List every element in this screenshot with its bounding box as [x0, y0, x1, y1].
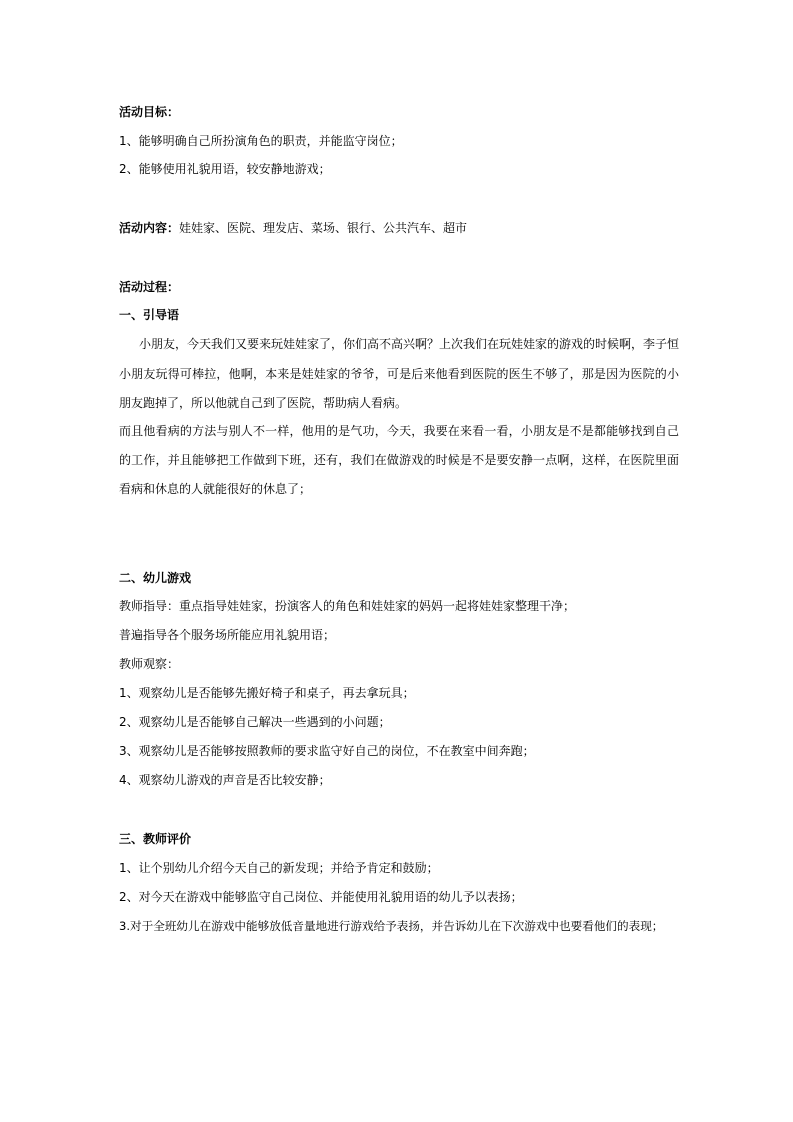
observe-heading: 教师观察： [119, 657, 180, 671]
goal-heading: 活动目标： [119, 105, 180, 119]
intro-paragraph-line: 看病和休息的人就能很好的休息了； [119, 482, 312, 496]
intro-paragraph-line: 小朋友，今天我们又要来玩娃娃家了，你们高不高兴啊？上次我们在玩娃娃家的游戏的时候啊，李子恒 [139, 337, 680, 351]
section3-heading: 三、教师评价 [119, 832, 192, 846]
eval-item-2: 2、对今天在游戏中能够监守自己岗位、并能使用礼貌用语的幼儿予以表扬； [119, 890, 523, 904]
eval-item-3: 3.对于全班幼儿在游戏中能够放低音量地进行游戏给予表扬，并告诉幼儿在下次游戏中也要看他们的表现； [119, 919, 664, 933]
observe-item-4: 4、观察幼儿游戏的声音是否比较安静； [119, 773, 331, 787]
intro-paragraph-line: 的工作，并且能够把工作做到下班，还有，我们在做游戏的时候是不是要安静一点啊，这样，在医院里面 [119, 453, 679, 467]
observe-item-3: 3、观察幼儿是否能够按照教师的要求监守好自己的岗位，不在教室中间奔跑； [119, 744, 535, 758]
goal-item-2: 2、能够使用礼貌用语，较安静地游戏； [119, 162, 331, 176]
process-heading: 活动过程： [119, 280, 180, 294]
guide-line-1: 教师指导：重点指导娃娃家，扮演客人的角色和娃娃家的妈妈一起将娃娃家整理干净； [119, 599, 576, 613]
observe-item-2: 2、观察幼儿是否能够自己解决一些遇到的小问题； [119, 715, 391, 729]
intro-paragraph-line: 小朋友玩得可棒拉，他啊，本来是娃娃家的爷爷，可是后来他看到医院的医生不够了，那是因为医院的小 [119, 367, 679, 381]
goal-item-1: 1、能够明确自己所扮演角色的职责，并能监守岗位； [119, 134, 403, 148]
content-line [119, 220, 679, 236]
intro-paragraph-line: 朋友跑掉了，所以他就自己到了医院，帮助病人看病。 [119, 396, 408, 410]
section2-heading: 二、幼儿游戏 [119, 571, 192, 585]
observe-item-1: 1、观察幼儿是否能够先搬好椅子和桌子，再去拿玩具； [119, 686, 415, 700]
content-label: 活动内容： [119, 221, 180, 235]
content-text: 娃娃家、医院、理发店、菜场、银行、公共汽车、超市 [179, 221, 468, 235]
guide-line-2: 普遍指导各个服务场所能应用礼貌用语； [119, 628, 336, 642]
eval-item-1: 1、让个别幼儿介绍今天自己的新发现；并给予肯定和鼓励； [119, 861, 439, 875]
section1-heading: 一、引导语 [119, 308, 180, 322]
intro-paragraph-line: 而且他看病的方法与别人不一样，他用的是气功，今天，我要在来看一看，小朋友是不是都能够找到自己 [119, 424, 679, 438]
